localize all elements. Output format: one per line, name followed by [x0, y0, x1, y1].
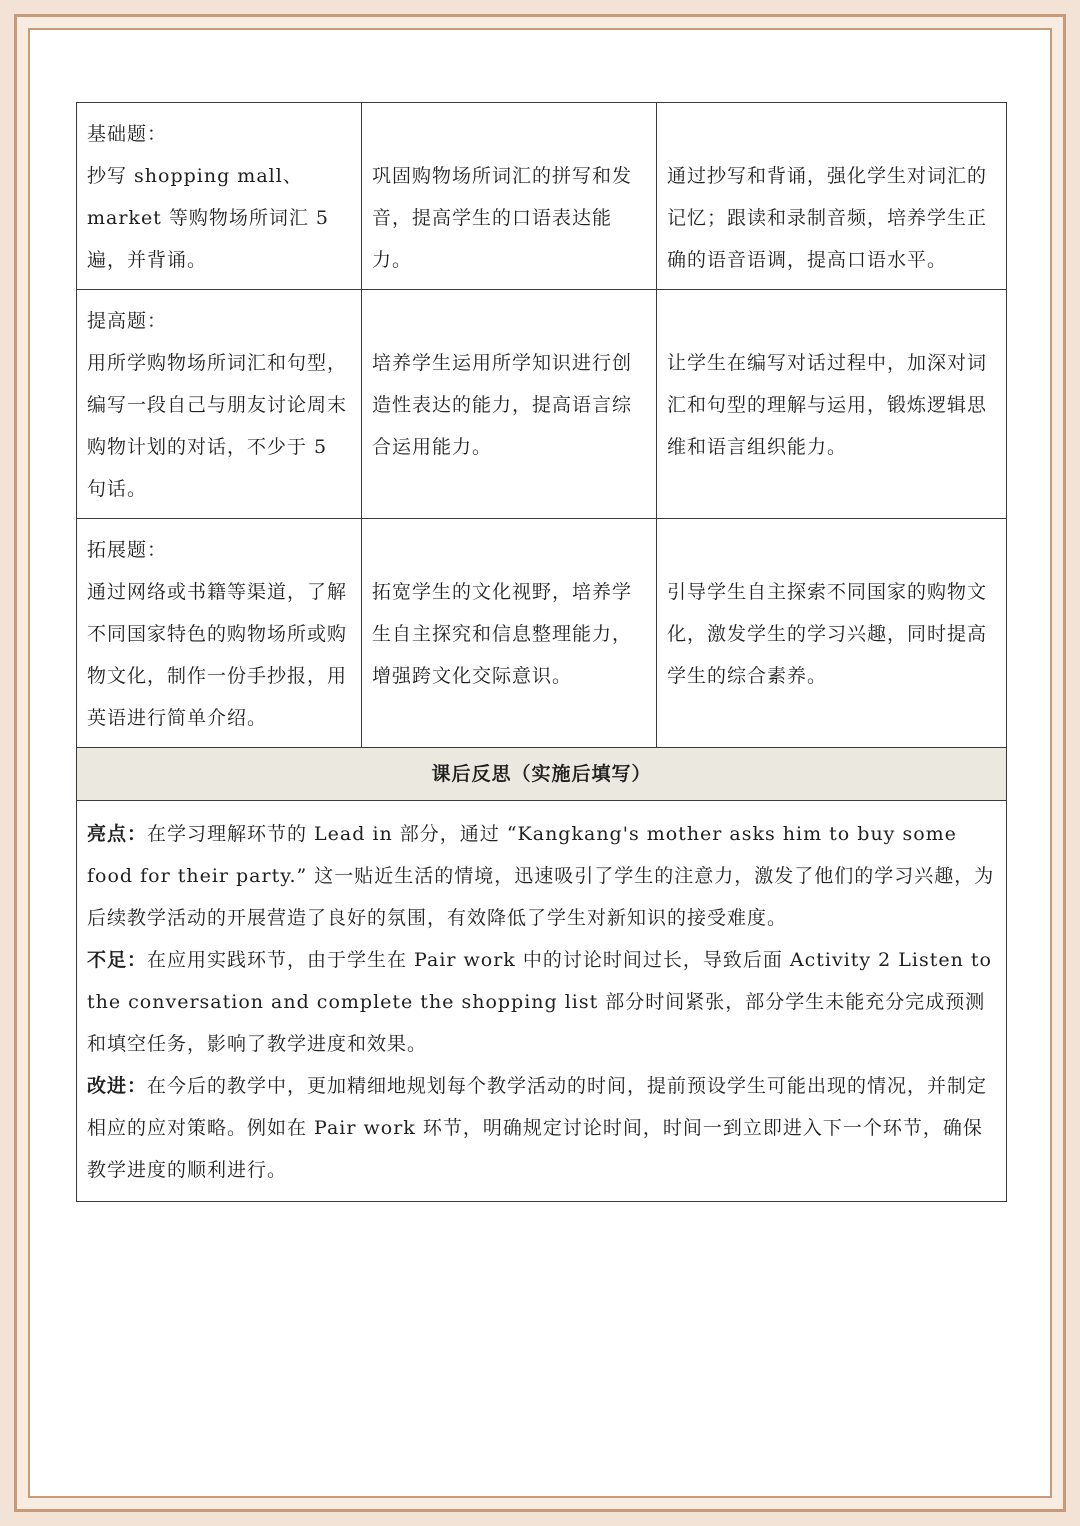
reflection-body	[77, 801, 1007, 1202]
task-content-cell	[77, 103, 362, 290]
table-row	[77, 290, 1007, 519]
highlight-text: 在学习理解环节的 Lead in 部分，通过 “Kangkang's mother asks him to buy some food for their party.” 这一贴近生活的情境，迅速吸引了学生的注意力，激发了他们的学习兴趣，为后续教学活动的开展营造了良好的氛围，有效降低了学生对新知识的接受难度。	[87, 823, 995, 929]
task-purpose: 巩固购物场所词汇的拼写和发音，提高学生的口语表达能力。	[372, 165, 633, 271]
task-content-cell	[77, 290, 362, 519]
reflection-highlight	[87, 813, 998, 939]
shortcoming-label: 不足：	[87, 949, 148, 971]
task-intent: 引导学生自主探索不同国家的购物文化，激发学生的学习兴趣，同时提高学生的综合素养。	[667, 581, 988, 687]
task-content: 用所学购物场所词汇和句型，编写一段自己与朋友讨论周末购物计划的对话，不少于 5 句话。	[87, 352, 348, 500]
task-intent-cell	[657, 290, 1007, 519]
shortcoming-text: 在应用实践环节，由于学生在 Pair work 中的讨论时间过长，导致后面 Activity 2 Listen to the conversation and complete the shopping list 部分时间紧张，部分学生未能充分完成预测和填空任务，影响了教学进度和效果。	[87, 949, 992, 1055]
task-title: 基础题：	[87, 123, 168, 145]
table-row	[77, 801, 1007, 1202]
task-intent-cell	[657, 519, 1007, 748]
reflection-header: 课后反思（实施后填写）	[77, 748, 1007, 801]
reflection-improvement	[87, 1065, 998, 1191]
task-purpose: 拓宽学生的文化视野，培养学生自主探究和信息整理能力，增强跨文化交际意识。	[372, 581, 633, 687]
task-purpose: 培养学生运用所学知识进行创造性表达的能力，提高语言综合运用能力。	[372, 352, 633, 458]
table-row	[77, 519, 1007, 748]
improvement-label: 改进：	[87, 1075, 148, 1097]
reflection-shortcoming	[87, 939, 998, 1065]
task-content: 抄写 shopping mall、market 等购物场所词汇 5 遍，并背诵。	[87, 165, 329, 271]
task-intent: 让学生在编写对话过程中，加深对词汇和句型的理解与运用，锻炼逻辑思维和语言组织能力。	[667, 352, 988, 458]
task-purpose-cell	[362, 103, 657, 290]
task-intent: 通过抄写和背诵，强化学生对词汇的记忆；跟读和录制音频，培养学生正确的语音语调，提高口语水平。	[667, 165, 988, 271]
task-purpose-cell	[362, 519, 657, 748]
task-purpose-cell	[362, 290, 657, 519]
task-intent-cell	[657, 103, 1007, 290]
task-title: 提高题：	[87, 310, 168, 332]
task-title: 拓展题：	[87, 539, 168, 561]
task-content: 通过网络或书籍等渠道，了解不同国家特色的购物场所或购物文化，制作一份手抄报，用英语进行简单介绍。	[87, 581, 348, 729]
improvement-text: 在今后的教学中，更加精细地规划每个教学活动的时间，提前预设学生可能出现的情况，并制定相应的应对策略。例如在 Pair work 环节，明确规定讨论时间，时间一到立即进入下一个环节，确保教学进度的顺利进行。	[87, 1075, 988, 1181]
table-row	[77, 103, 1007, 290]
homework-table	[76, 102, 1007, 1202]
task-content-cell	[77, 519, 362, 748]
table-row	[77, 748, 1007, 801]
highlight-label: 亮点：	[87, 823, 148, 845]
